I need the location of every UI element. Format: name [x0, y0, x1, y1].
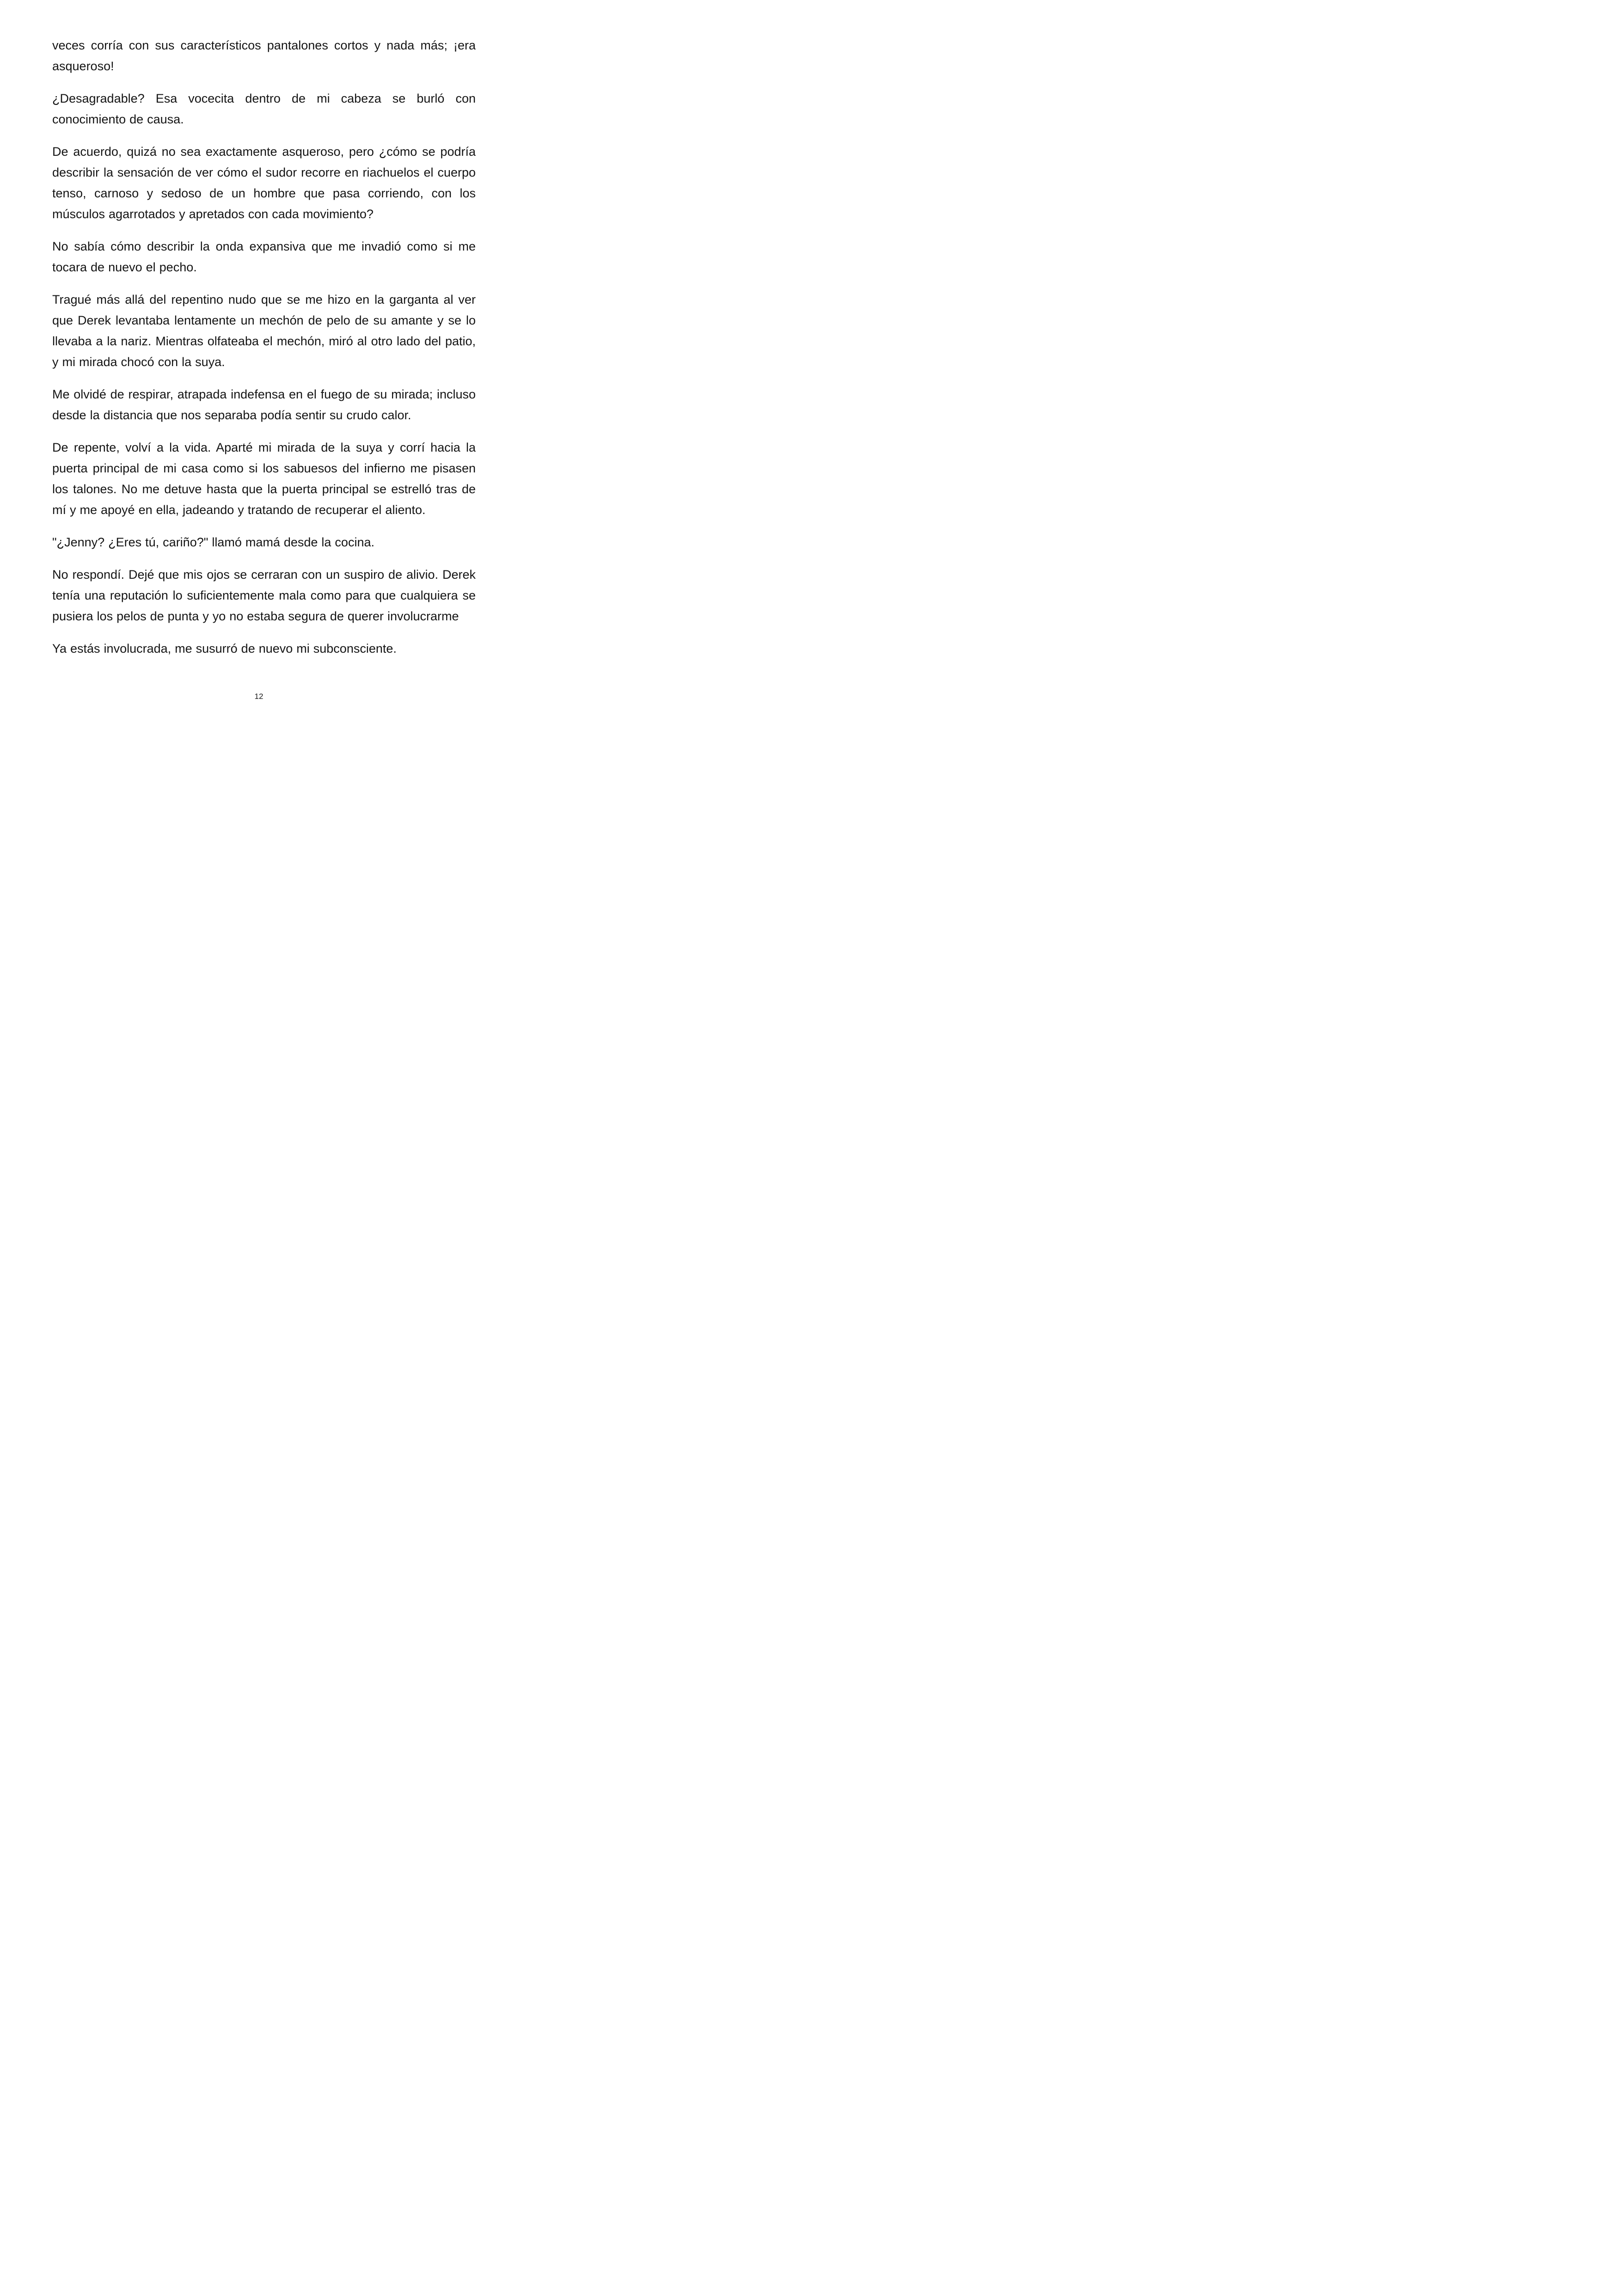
page-number: 12	[254, 692, 264, 701]
paragraph: Ya estás involucrada, me susurró de nuevo mi subconsciente.	[52, 642, 397, 655]
paragraph: De repente, volví a la vida. Aparté mi mirada de la suya y corrí hacia la puerta principal de mi casa como si los sabuesos del infierno me pisasen los talones. No me detuve hasta que la puerta principal se estrelló tras de mí y me apoyé en ella, jadeando y tratando de recuperar el aliento.	[52, 441, 476, 517]
paragraph: No sabía cómo describir la onda expansiva que me invadió como si me tocara de nuevo el pecho.	[52, 239, 476, 274]
paragraph: veces corría con sus característicos pantalones cortos y nada más; ¡era asqueroso!	[52, 38, 476, 73]
paragraph: De acuerdo, quizá no sea exactamente asqueroso, pero ¿cómo se podría describir la sensación de ver cómo el sudor recorre en riachuelos el cuerpo tenso, carnoso y sedoso de un hombre que pasa corriendo, con los músculos agarrotados y apretados con cada movimiento?	[52, 145, 476, 221]
body-text	[52, 35, 476, 671]
paragraph: "¿Jenny? ¿Eres tú, cariño?" llamó mamá desde la cocina.	[52, 535, 374, 549]
document-page	[0, 0, 518, 735]
paragraph: No respondí. Dejé que mis ojos se cerraran con un suspiro de alivio. Derek tenía una reputación lo suficientemente mala como para que cualquiera se pusiera los pelos de punta y yo no estaba segura de querer involucrarme	[52, 568, 476, 623]
paragraph: Me olvidé de respirar, atrapada indefensa en el fuego de su mirada; incluso desde la distancia que nos separaba podía sentir su crudo calor.	[52, 387, 476, 422]
paragraph: ¿Desagradable? Esa vocecita dentro de mi cabeza se burló con conocimiento de causa.	[52, 92, 476, 126]
paragraph: Tragué más allá del repentino nudo que se me hizo en la garganta al ver que Derek levantaba lentamente un mechón de pelo de su amante y se lo llevaba a la nariz. Mientras olfateaba el mechón, miró al otro lado del patio, y mi mirada chocó con la suya.	[52, 293, 476, 369]
